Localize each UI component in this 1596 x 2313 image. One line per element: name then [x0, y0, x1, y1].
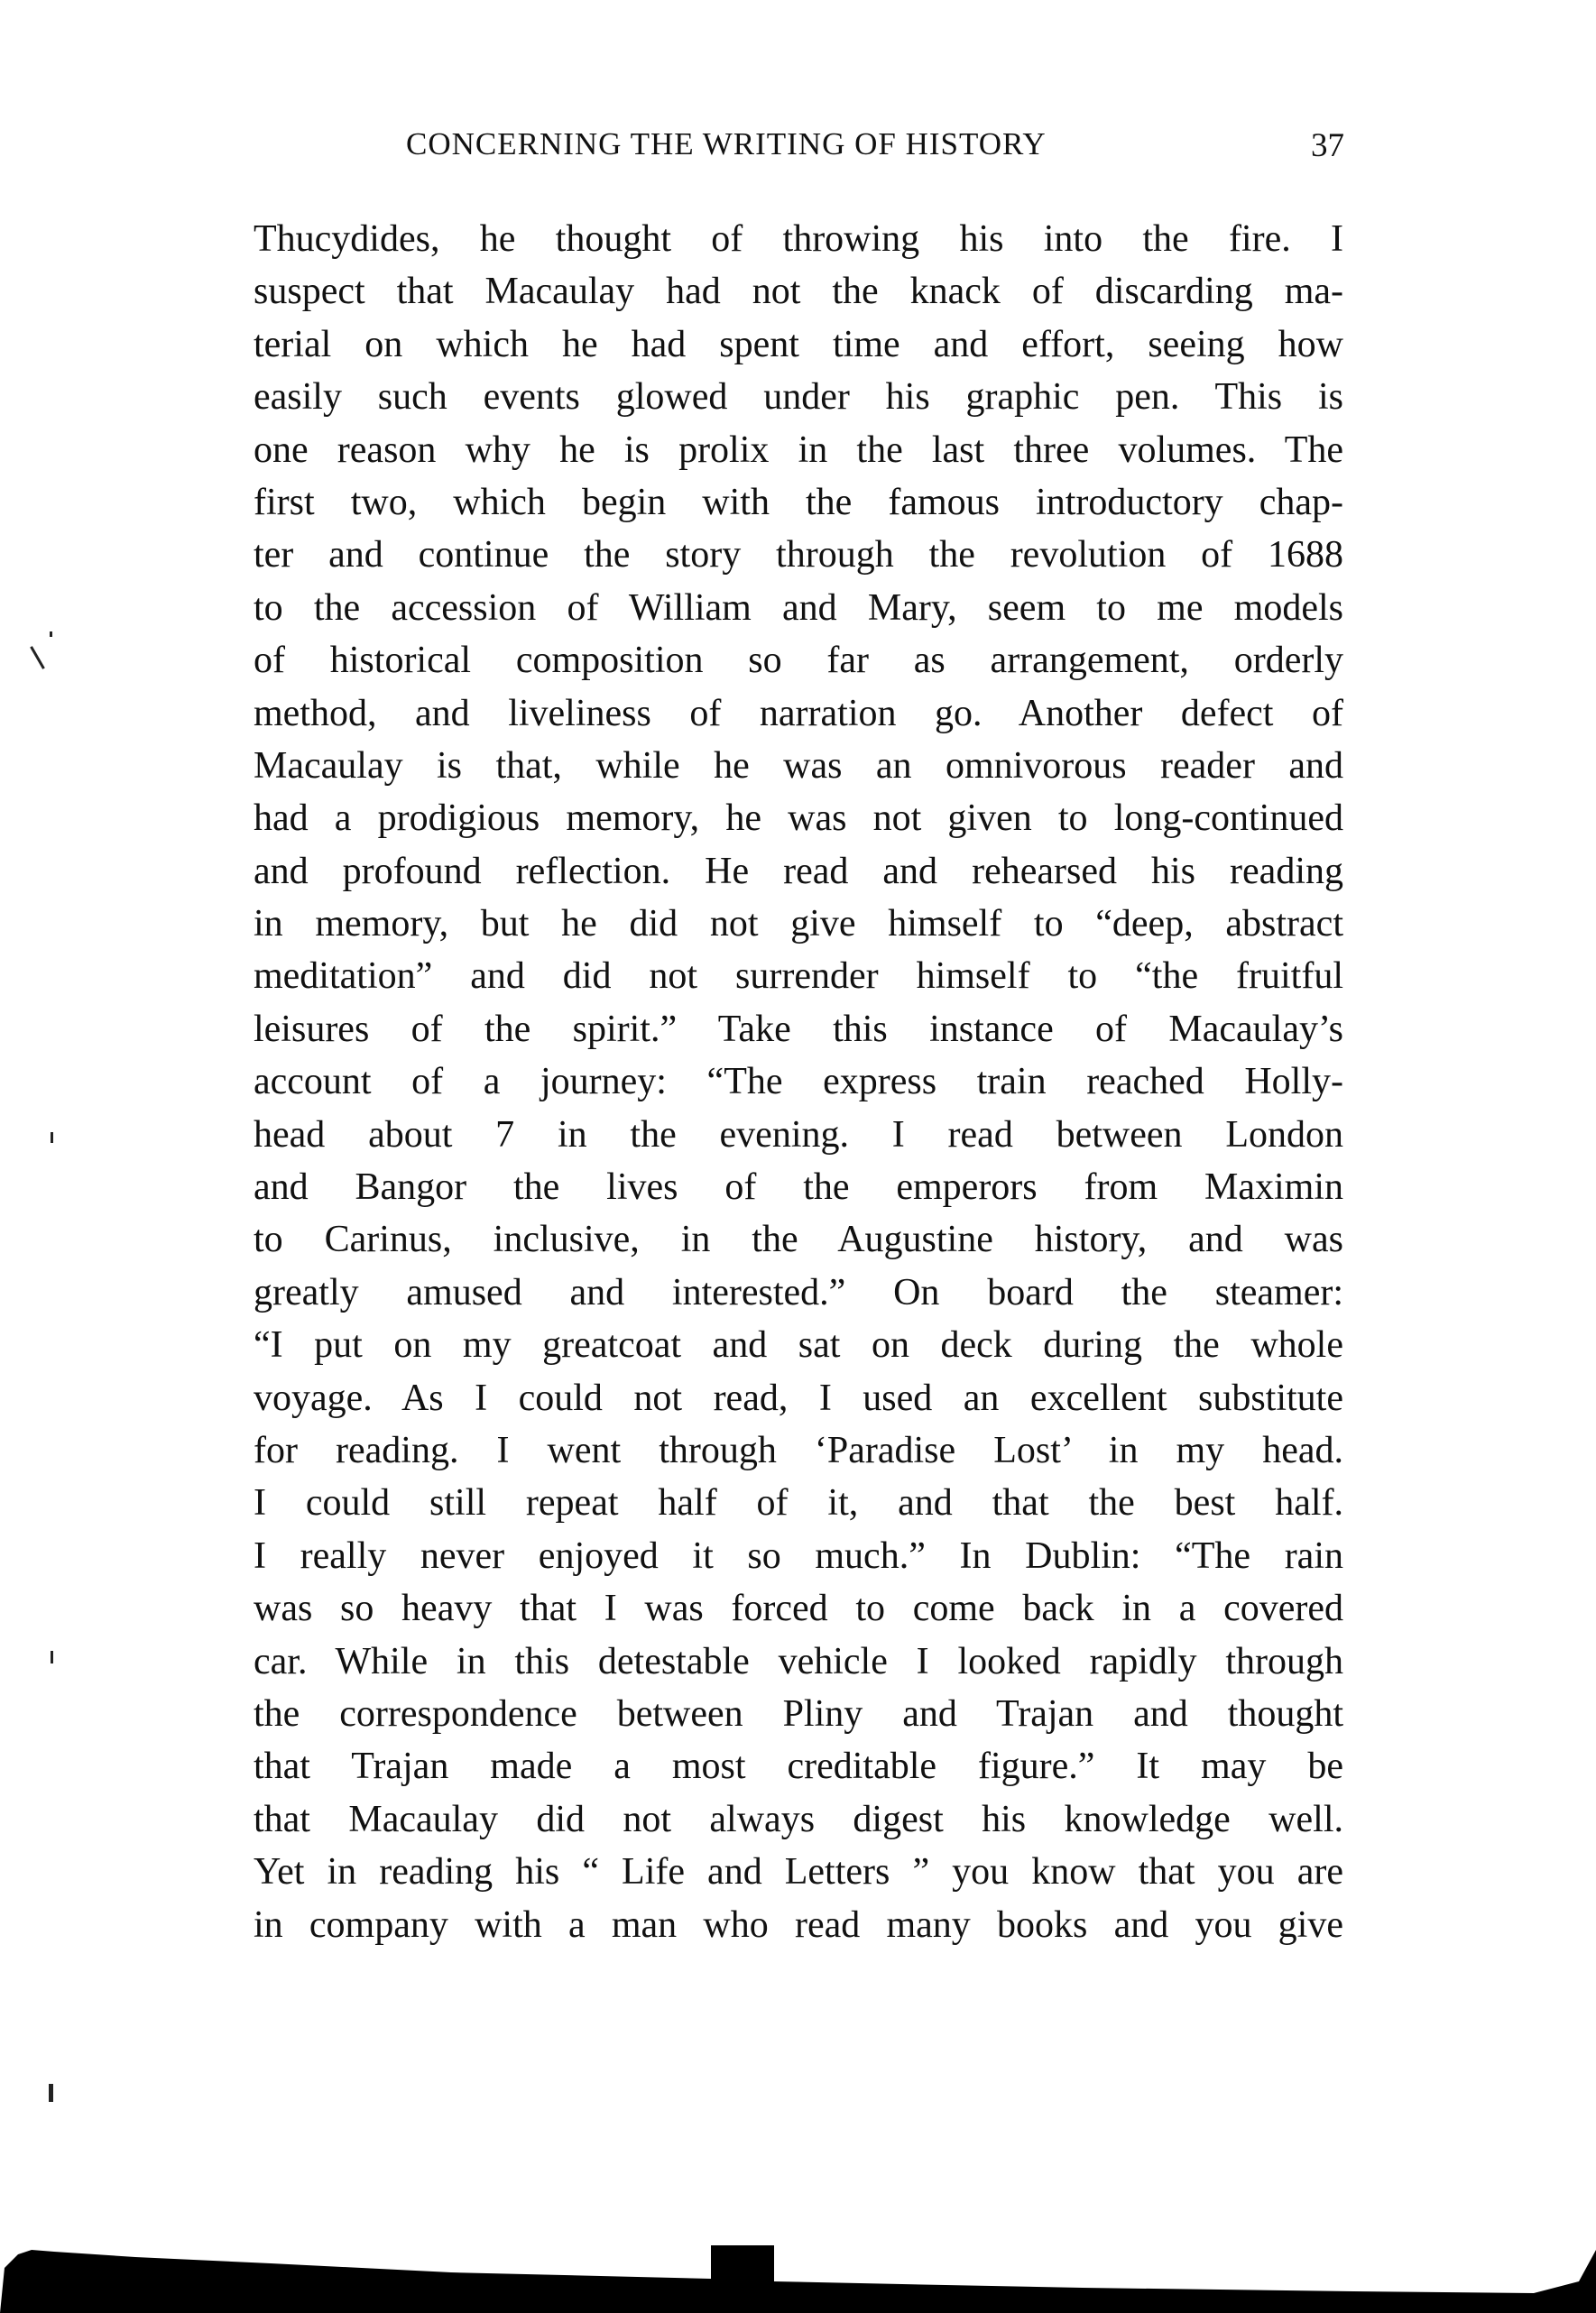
text-line: was so heavy that I was forced to come back in a covered — [254, 1588, 1343, 1630]
text-line: suspect that Macaulay had not the knack of discarding ma- — [254, 271, 1343, 313]
text-line: to the accession of William and Mary, seem to me models — [254, 586, 1343, 629]
text-line: Yet in reading his “ Life and Letters ” you know that you are — [254, 1851, 1343, 1894]
text-line: for reading. I went through ‘Paradise Lost’ in my head. — [254, 1429, 1343, 1471]
text-line: and Bangor the lives of the emperors from Maximin — [254, 1166, 1343, 1209]
text-line: greatly amused and interested.” On board the steamer: — [254, 1271, 1343, 1313]
text-line: voyage. As I could not read, I used an excellent substitute — [254, 1377, 1343, 1419]
text-line: head about 7 in the evening. I read between London — [254, 1113, 1343, 1156]
scan-speck — [50, 631, 52, 637]
text-line: I really never enjoyed it so much.” In Dublin: “The rain — [254, 1534, 1343, 1577]
text-line: leisures of the spirit.” Take this instance of Macaulay’s — [254, 1008, 1343, 1050]
text-line: of historical composition so far as arrangement, orderly — [254, 640, 1343, 682]
text-line: Macaulay is that, while he was an omnivorous reader and — [254, 744, 1343, 787]
scan-speck — [49, 2084, 53, 2102]
text-line: terial on which he had spent time and effort, seeing how — [254, 323, 1343, 365]
text-line: Thucydides, he thought of throwing his into the fire. I — [254, 218, 1343, 260]
text-line: ter and continue the story through the revolution of 1688 — [254, 534, 1343, 576]
text-line: the correspondence between Pliny and Trajan and thought — [254, 1692, 1343, 1735]
text-line: to Carinus, inclusive, in the Augustine history, and was — [254, 1219, 1343, 1261]
scan-speck — [51, 1132, 53, 1143]
text-line: easily such events glowed under his graphic pen. This is — [254, 376, 1343, 419]
running-title: CONCERNING THE WRITING OF HISTORY — [406, 126, 1047, 161]
text-line: I could still repeat half of it, and that the best half. — [254, 1482, 1343, 1525]
scan-edge-shadow — [0, 2232, 1596, 2313]
body-text — [254, 213, 1343, 1951]
text-line: account of a journey: “The express train reached Holly- — [254, 1061, 1343, 1103]
scan-speck — [51, 1651, 53, 1663]
text-line: meditation” and did not surrender himself to “the fruitful — [254, 955, 1343, 998]
text-line: one reason why he is prolix in the last three volumes. The — [254, 429, 1343, 471]
page-number: 37 — [1311, 127, 1344, 164]
text-line: and profound reflection. He read and rehearsed his reading — [254, 850, 1343, 892]
text-line: that Trajan made a most creditable figure.” It may be — [254, 1746, 1343, 1788]
running-header — [406, 126, 1344, 171]
text-line: method, and liveliness of narration go. Another defect of — [254, 692, 1343, 734]
text-line: “I put on my greatcoat and sat on deck during the whole — [254, 1324, 1343, 1367]
text-line: in company with a man who read many books and you give — [254, 1903, 1343, 1946]
scan-speck — [30, 646, 45, 669]
text-line: in memory, but he did not give himself to “deep, abstract — [254, 903, 1343, 945]
text-line: car. While in this detestable vehicle I looked rapidly through — [254, 1640, 1343, 1682]
text-line: first two, which begin with the famous introductory chap- — [254, 481, 1343, 523]
text-line: had a prodigious memory, he was not given to long-continued — [254, 797, 1343, 840]
text-line: that Macaulay did not always digest his knowledge well. — [254, 1798, 1343, 1840]
